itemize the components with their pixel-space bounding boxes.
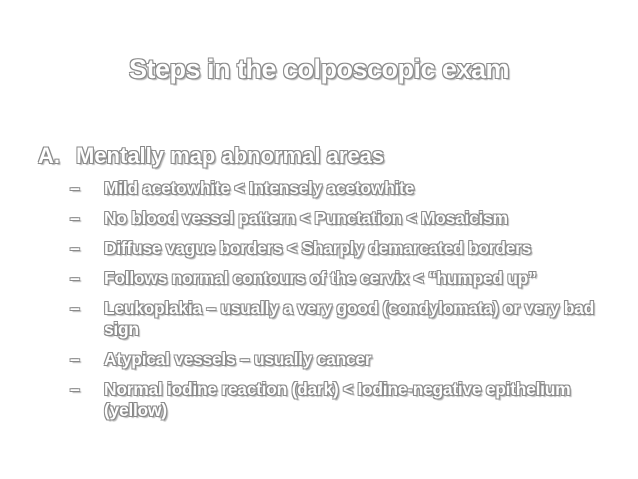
section-heading-text: Mentally map abnormal areas: [76, 143, 385, 168]
bullet-text: Leukoplakia – usually a very good (condylomata) or very bad sign: [104, 298, 594, 339]
bullet-item: [70, 238, 630, 259]
bullet-text: Diffuse vague borders < Sharply demarcated borders: [104, 238, 532, 258]
bullet-item: [70, 379, 630, 421]
bullet-item: [70, 298, 630, 340]
bullet-dash: –: [70, 208, 80, 228]
bullet-item: [70, 268, 630, 289]
bullet-item: [70, 178, 630, 199]
bullet-item: [70, 208, 630, 229]
bullet-text: Atypical vessels – usually cancer: [104, 349, 372, 369]
bullet-text: Normal iodine reaction (dark) < Iodine-negative epithelium (yellow): [104, 379, 571, 420]
bullet-dash: –: [70, 268, 80, 288]
bullet-dash: –: [70, 298, 80, 318]
section-letter: A.: [38, 143, 60, 168]
section-heading: [38, 142, 384, 170]
bullet-dash: –: [70, 238, 80, 258]
bullet-text: Follows normal contours of the cervix < “humped up”: [104, 268, 537, 288]
bullet-list: [70, 178, 630, 430]
bullet-item: [70, 349, 630, 370]
bullet-dash: –: [70, 379, 80, 399]
bullet-dash: –: [70, 178, 80, 198]
slide-title: Steps in the colposcopic exam: [128, 54, 510, 84]
bullet-text: No blood vessel pattern < Punctation < Mosaicism: [104, 208, 508, 228]
bullet-dash: –: [70, 349, 80, 369]
bullet-text: Mild acetowhite < Intensely acetowhite: [104, 178, 415, 198]
